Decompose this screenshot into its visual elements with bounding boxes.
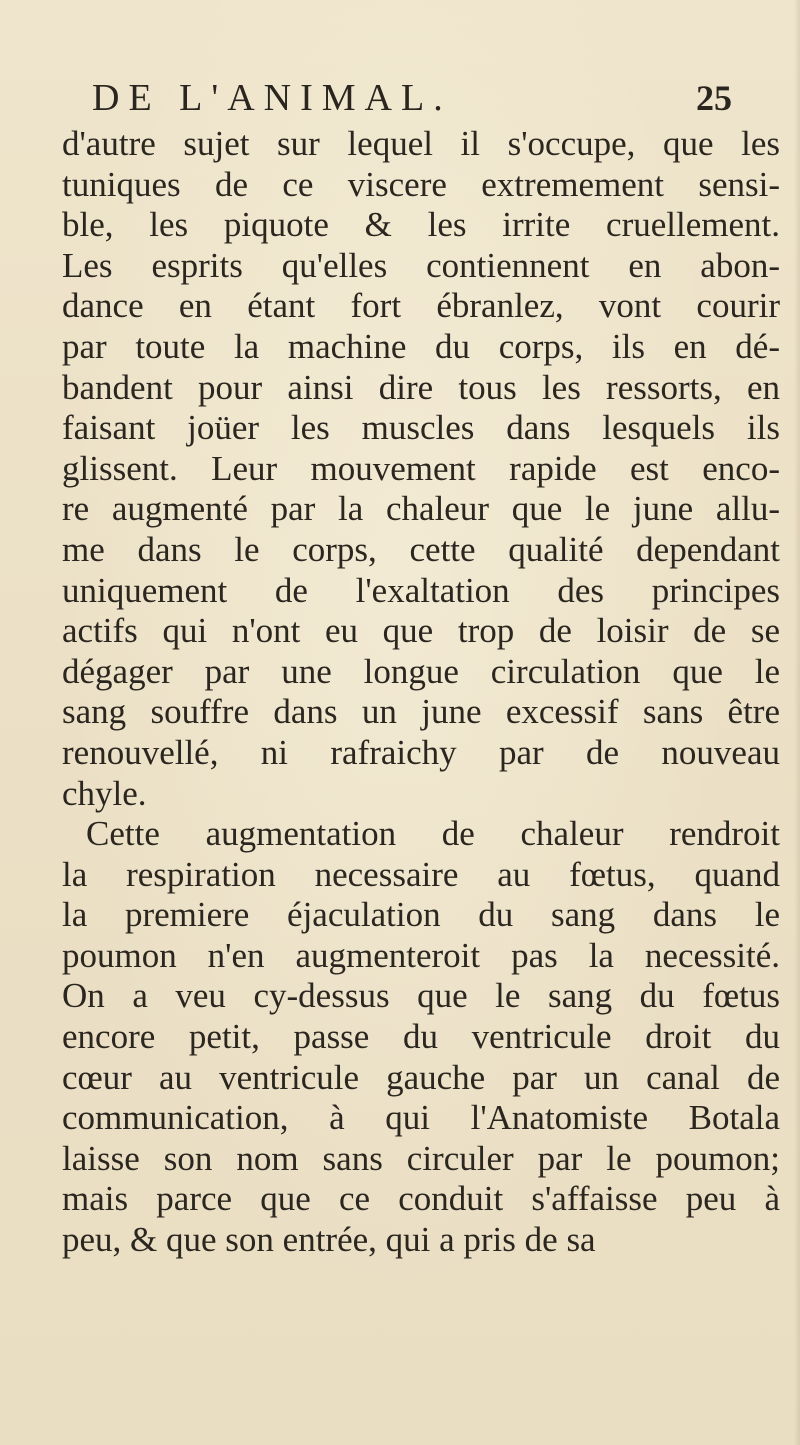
text-line: me dans le corps, cette qualité dependant bbox=[62, 529, 780, 569]
text-line: peu, & que son entrée, qui a pris de sa bbox=[62, 1220, 596, 1260]
text-line: re augmenté par la chaleur que le june allu- bbox=[62, 489, 780, 529]
page-edge-shadow bbox=[794, 0, 800, 1445]
text-line: encore petit, passe du ventricule droit du bbox=[62, 1017, 780, 1057]
text-line: faisant joüer les muscles dans lesquels ils bbox=[62, 408, 780, 448]
text-line: laisse son nom sans circuler par le poumon; bbox=[62, 1138, 780, 1178]
text-line: On a veu cy-dessus que le sang du fœtus bbox=[62, 976, 780, 1016]
text-line: glissent. Leur mouvement rapide est enco- bbox=[62, 448, 780, 488]
body-text bbox=[62, 124, 780, 1261]
text-line: poumon n'en augmenteroit pas la necessité. bbox=[62, 935, 780, 975]
text-line: sang souffre dans un june excessif sans être bbox=[62, 692, 780, 732]
page-number: 25 bbox=[696, 78, 732, 118]
text-line: la respiration necessaire au fœtus, quand bbox=[62, 854, 780, 894]
text-line: mais parce que ce conduit s'affaisse peu à bbox=[62, 1179, 780, 1219]
text-line: Cette augmentation de chaleur rendroit bbox=[86, 814, 780, 854]
paragraph-2 bbox=[62, 814, 780, 1261]
text-line: chyle. bbox=[62, 773, 147, 813]
paragraph-1 bbox=[62, 124, 780, 814]
text-line: communication, à qui l'Anatomiste Botala bbox=[62, 1098, 780, 1138]
running-head bbox=[92, 76, 732, 120]
text-line: renouvellé, ni rafraichy par de nouveau bbox=[62, 732, 780, 772]
text-line: par toute la machine du corps, ils en dé- bbox=[62, 326, 780, 366]
text-line: dance en étant fort ébranlez, vont courir bbox=[62, 286, 780, 326]
text-line: cœur au ventricule gauche par un canal de bbox=[62, 1057, 780, 1097]
text-line: bandent pour ainsi dire tous les ressorts, en bbox=[62, 367, 780, 407]
running-title: DE L'ANIMAL. bbox=[92, 77, 452, 119]
text-line: uniquement de l'exaltation des principes bbox=[62, 570, 780, 610]
text-line: d'autre sujet sur lequel il s'occupe, que les bbox=[62, 124, 780, 163]
text-line: Les esprits qu'elles contiennent en abon- bbox=[62, 245, 780, 285]
text-line: ble, les piquote & les irrite cruellement. bbox=[62, 205, 780, 245]
text-line: actifs qui n'ont eu que trop de loisir de se bbox=[62, 611, 780, 651]
text-line: dégager par une longue circulation que le bbox=[62, 651, 780, 691]
text-line: la premiere éjaculation du sang dans le bbox=[62, 895, 780, 935]
text-line: tuniques de ce viscere extremement sensi- bbox=[62, 164, 780, 204]
